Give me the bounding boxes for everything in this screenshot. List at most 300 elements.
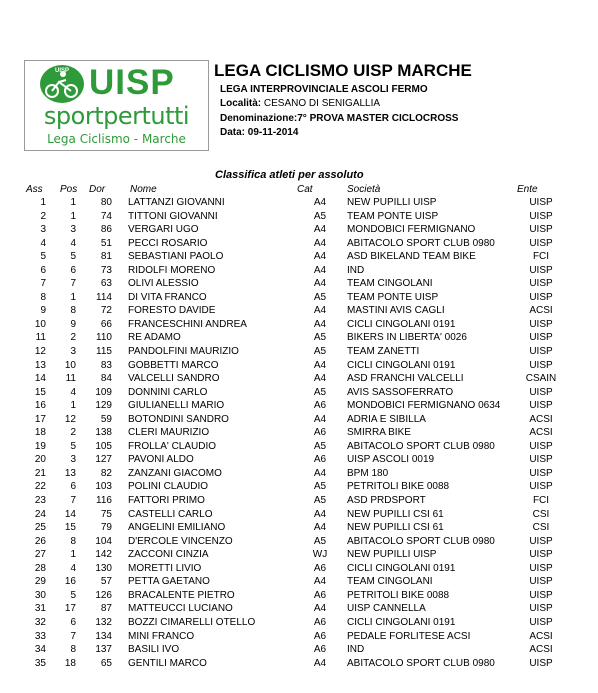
cell-pos: 6	[70, 481, 76, 493]
table-row	[0, 602, 598, 616]
logo-brand: UISP	[89, 63, 175, 102]
cell-cat: A5	[313, 440, 327, 452]
col-header-cat: Cat	[297, 184, 313, 195]
cell-ente: CSI	[532, 522, 550, 534]
col-header-societa: Società	[347, 184, 381, 195]
cell-ass: 32	[34, 616, 46, 628]
cell-ente: UISP	[529, 278, 553, 290]
cell-dor: 86	[100, 224, 112, 236]
cell-ente: UISP	[529, 562, 553, 574]
cell-cat: A4	[313, 305, 327, 317]
cell-nome: BOTONDINI SANDRO	[128, 413, 229, 425]
cell-cat: A4	[313, 318, 327, 330]
cell-pos: 3	[70, 346, 76, 358]
table-row	[0, 291, 598, 305]
cell-cat: A4	[313, 197, 327, 208]
cell-ente: UISP	[529, 481, 553, 493]
table-row	[0, 508, 598, 522]
cell-soc: NEW PUPILLI CSI 61	[347, 508, 444, 520]
cell-pos: 1	[70, 210, 76, 222]
cell-soc: MASTINI AVIS CAGLI	[347, 305, 445, 317]
location-line	[220, 98, 380, 110]
cell-cat: A4	[313, 224, 327, 236]
cell-ente: UISP	[529, 589, 553, 601]
cell-ente: UISP	[529, 237, 553, 249]
cell-cat: A6	[313, 616, 327, 628]
table-row	[0, 575, 598, 589]
table-row	[0, 304, 598, 318]
cell-ass: 27	[34, 549, 46, 561]
cell-ass: 7	[40, 278, 46, 290]
cell-dor: 63	[100, 278, 112, 290]
cell-soc: MONDOBICI FERMIGNANO	[347, 224, 476, 236]
cell-nome: CLERI MAURIZIO	[128, 427, 210, 439]
cell-ente: ACSI	[529, 427, 553, 439]
cell-pos: 1	[70, 400, 76, 412]
table-row	[0, 359, 598, 373]
cell-cat: A5	[313, 386, 327, 398]
cell-soc: UISP ASCOLI 0019	[347, 454, 435, 466]
cell-ass: 20	[34, 454, 46, 466]
cell-ente: UISP	[529, 318, 553, 330]
cell-soc: CICLI CINGOLANI 0191	[347, 318, 456, 330]
cell-nome: TITTONI GIOVANNI	[128, 210, 218, 222]
cell-dor: 127	[95, 454, 112, 466]
col-header-dor: Dor	[89, 184, 106, 195]
cell-ass: 25	[34, 522, 46, 534]
table-row	[0, 630, 598, 644]
cell-nome: MORETTI LIVIO	[128, 562, 202, 574]
cell-soc: ADRIA E SIBILLA	[347, 413, 426, 425]
cell-cat: A4	[313, 413, 327, 425]
cell-ente: ACSI	[529, 630, 553, 642]
cell-cat: A6	[313, 400, 327, 412]
cell-nome: PECCI ROSARIO	[128, 237, 208, 249]
table-row	[0, 277, 598, 291]
cell-cat: A4	[313, 373, 327, 385]
cell-cat: A4	[313, 359, 327, 371]
cell-dor: 114	[96, 291, 112, 303]
cell-soc: PETRITOLI BIKE 0088	[347, 481, 450, 493]
location-value: CESANO DI SENIGALLIA	[263, 98, 381, 109]
cell-cat: A4	[313, 522, 327, 534]
cell-dor: 87	[100, 603, 112, 615]
cell-cat: A4	[313, 508, 327, 520]
cell-cat: A4	[313, 237, 327, 249]
cell-ente: UISP	[529, 400, 553, 412]
cell-ass: 11	[35, 332, 46, 344]
cell-nome: RE ADAMO	[128, 332, 181, 344]
cell-dor: 126	[95, 589, 112, 601]
cell-pos: 10	[64, 359, 76, 371]
cell-ass: 5	[40, 251, 46, 263]
cell-dor: 110	[96, 332, 112, 344]
cell-dor: 74	[100, 210, 112, 222]
cell-cat: A5	[313, 535, 327, 547]
cell-nome: FROLLA' CLAUDIO	[128, 440, 217, 452]
cell-ente: UISP	[529, 224, 553, 236]
date-value: 09-11-2014	[247, 127, 299, 138]
cell-cat: A6	[313, 454, 327, 466]
cell-soc: UISP CANNELLA	[347, 603, 426, 615]
table-row	[0, 264, 598, 278]
table-row	[0, 480, 598, 494]
cell-cat: A6	[313, 644, 327, 656]
cell-dor: 75	[100, 508, 112, 520]
cell-cat: A4	[313, 657, 327, 669]
cell-soc: IND	[347, 644, 365, 656]
cell-pos: 6	[70, 264, 76, 276]
emblem-label: UISP	[54, 68, 70, 74]
cell-ass: 8	[40, 291, 46, 303]
cell-soc: ASD FRANCHI VALCELLI	[347, 373, 464, 385]
cell-pos: 6	[70, 616, 76, 628]
cell-dor: 82	[100, 467, 112, 479]
cell-soc: NEW PUPILLI CSI 61	[347, 522, 444, 534]
cell-pos: 1	[70, 549, 76, 561]
event-name-label: Denominazione:	[220, 113, 298, 124]
table-row	[0, 372, 598, 386]
cell-cat: A4	[313, 467, 327, 479]
cell-dor: 134	[95, 630, 112, 642]
cell-pos: 8	[70, 644, 76, 656]
cell-ass: 19	[34, 440, 46, 452]
cell-ass: 13	[34, 359, 46, 371]
table-row	[0, 453, 598, 467]
cell-soc: TEAM ZANETTI	[347, 346, 420, 358]
table-row	[0, 413, 598, 427]
cell-pos: 1	[70, 197, 76, 208]
table-row	[0, 210, 598, 224]
date-label: Data:	[220, 127, 246, 138]
cell-nome: ZACCONI CINZIA	[128, 549, 209, 561]
cell-pos: 7	[70, 495, 76, 507]
cell-dor: 80	[100, 197, 112, 208]
cell-ass: 24	[34, 508, 46, 520]
cell-dor: 72	[100, 305, 112, 317]
cell-cat: WJ	[312, 549, 328, 561]
cell-nome: D'ERCOLE VINCENZO	[128, 535, 233, 547]
cell-ente: ACSI	[529, 644, 553, 656]
table-row	[0, 386, 598, 400]
cell-pos: 8	[70, 305, 76, 317]
table-row	[0, 643, 598, 657]
cell-cat: A6	[313, 589, 327, 601]
cell-ass: 26	[34, 535, 46, 547]
cell-ass: 6	[40, 264, 46, 276]
cell-ente: UISP	[529, 346, 553, 358]
cell-ass: 18	[34, 427, 46, 439]
cell-ente: FCI	[532, 495, 550, 507]
table-row	[0, 589, 598, 603]
cell-nome: BASILI IVO	[128, 644, 180, 656]
cell-cat: A4	[313, 251, 327, 263]
date-line	[220, 127, 298, 139]
cell-pos: 5	[70, 589, 76, 601]
cell-soc: ABITACOLO SPORT CLUB 0980	[347, 657, 495, 669]
cell-cat: A5	[313, 291, 327, 303]
cell-dor: 116	[96, 495, 112, 507]
cell-dor: 105	[95, 440, 112, 452]
cell-ass: 35	[34, 657, 46, 669]
cell-soc: ABITACOLO SPORT CLUB 0980	[347, 535, 495, 547]
cell-cat: A5	[313, 346, 327, 358]
cell-ente: UISP	[529, 264, 553, 276]
cell-cat: A4	[313, 278, 327, 290]
cell-dor: 103	[95, 481, 112, 493]
table-row	[0, 345, 598, 359]
cell-ente: UISP	[529, 197, 553, 208]
cell-nome: VALCELLI SANDRO	[128, 373, 220, 385]
cell-nome: GENTILI MARCO	[128, 657, 207, 669]
cyclist-emblem-icon	[39, 64, 85, 104]
table-row	[0, 494, 598, 508]
cell-nome: PETTA GAETANO	[128, 576, 210, 588]
cell-dor: 138	[95, 427, 112, 439]
cell-nome: OLIVI ALESSIO	[128, 278, 199, 290]
cell-cat: A6	[313, 427, 327, 439]
cell-pos: 5	[70, 440, 76, 452]
cell-ass: 23	[34, 495, 46, 507]
cell-pos: 2	[70, 332, 76, 344]
cell-nome: MINI FRANCO	[128, 630, 195, 642]
cell-nome: PANDOLFINI MAURIZIO	[128, 346, 239, 358]
cell-ass: 2	[40, 210, 46, 222]
cell-dor: 142	[95, 549, 112, 561]
table-row	[0, 548, 598, 562]
cell-pos: 17	[64, 603, 76, 615]
cell-ente: UISP	[529, 332, 553, 344]
cell-pos: 12	[64, 413, 76, 425]
cell-nome: GIULIANELLI MARIO	[128, 400, 225, 412]
cell-pos: 2	[70, 427, 76, 439]
table-row	[0, 562, 598, 576]
cell-ass: 4	[40, 237, 46, 249]
cell-pos: 4	[70, 562, 76, 574]
cell-dor: 104	[95, 535, 112, 547]
cell-nome: DONNINI CARLO	[128, 386, 208, 398]
cell-soc: PETRITOLI BIKE 0088	[347, 589, 450, 601]
cell-soc: ASD BIKELAND TEAM BIKE	[347, 251, 476, 263]
logo-slogan: sportpertutti	[43, 102, 190, 130]
cell-nome: BRACALENTE PIETRO	[128, 589, 235, 601]
cell-ass: 31	[34, 603, 46, 615]
ranking-title: Classifica atleti per assoluto	[215, 169, 364, 181]
cell-ass: 1	[40, 197, 46, 208]
table-row	[0, 440, 598, 454]
cell-dor: 59	[100, 413, 112, 425]
cell-pos: 4	[70, 386, 76, 398]
cell-pos: 1	[70, 291, 76, 303]
table-row	[0, 237, 598, 251]
cell-nome: ANGELINI EMILIANO	[128, 522, 226, 534]
cell-ass: 14	[34, 373, 46, 385]
cell-ass: 10	[34, 318, 46, 330]
league-line: LEGA INTERPROVINCIALE ASCOLI FERMO	[220, 84, 428, 95]
cell-soc: ABITACOLO SPORT CLUB 0980	[347, 237, 495, 249]
cell-nome: RIDOLFI MORENO	[128, 264, 216, 276]
cell-dor: 129	[95, 400, 112, 412]
table-row	[0, 521, 598, 535]
cell-nome: DI VITA FRANCO	[128, 291, 207, 303]
cell-ass: 16	[34, 400, 46, 412]
table-row	[0, 467, 598, 481]
logo-subtitle: Lega Ciclismo - Marche	[47, 132, 186, 146]
cell-nome: FORESTO DAVIDE	[128, 305, 216, 317]
cell-pos: 7	[70, 278, 76, 290]
cell-soc: CICLI CINGOLANI 0191	[347, 562, 456, 574]
cell-ass: 29	[34, 576, 46, 588]
cell-ente: UISP	[529, 657, 553, 669]
cell-pos: 11	[65, 373, 76, 385]
table-row	[0, 196, 598, 210]
cell-nome: LATTANZI GIOVANNI	[128, 197, 225, 208]
cell-dor: 51	[100, 237, 112, 249]
cell-nome: FATTORI PRIMO	[128, 495, 205, 507]
cell-ente: ACSI	[529, 413, 553, 425]
cell-ente: UISP	[529, 603, 553, 615]
cell-pos: 4	[70, 237, 76, 249]
cell-cat: A5	[313, 210, 327, 222]
cell-ente: UISP	[529, 576, 553, 588]
table-row	[0, 426, 598, 440]
cell-ass: 22	[34, 481, 46, 493]
cell-soc: BPM 180	[347, 467, 389, 479]
cell-dor: 57	[100, 576, 112, 588]
cell-nome: FRANCESCHINI ANDREA	[128, 318, 247, 330]
cell-cat: A4	[313, 576, 327, 588]
col-header-nome: Nome	[130, 184, 157, 195]
cell-soc: PEDALE FORLITESE ACSI	[347, 630, 471, 642]
cell-cat: A6	[313, 562, 327, 574]
cell-ass: 3	[40, 224, 46, 236]
cell-ente: UISP	[529, 467, 553, 479]
cell-cat: A6	[313, 630, 327, 642]
cell-ass: 33	[34, 630, 46, 642]
cell-dor: 132	[95, 616, 112, 628]
cell-nome: PAVONI ALDO	[128, 454, 194, 466]
cell-ass: 9	[40, 305, 46, 317]
cell-pos: 7	[70, 630, 76, 642]
cell-soc: CICLI CINGOLANI 0191	[347, 616, 456, 628]
cell-ente: UISP	[529, 549, 553, 561]
cell-dor: 115	[96, 346, 112, 358]
cell-dor: 130	[95, 562, 112, 574]
cell-soc: BIKERS IN LIBERTA' 0026	[347, 332, 467, 344]
col-header-ente: Ente	[517, 184, 538, 195]
cell-dor: 79	[100, 522, 112, 534]
table-row	[0, 399, 598, 413]
cell-soc: MONDOBICI FERMIGNANO 0634	[347, 400, 501, 412]
cell-soc: IND	[347, 264, 365, 276]
cell-ente: UISP	[529, 440, 553, 452]
cell-pos: 13	[64, 467, 76, 479]
cell-pos: 9	[70, 318, 76, 330]
cell-nome: SEBASTIANI PAOLO	[128, 251, 224, 263]
table-row	[0, 616, 598, 630]
cell-nome: BOZZI CIMARELLI OTELLO	[128, 616, 256, 628]
table-row	[0, 223, 598, 237]
cell-ente: ACSI	[529, 305, 553, 317]
cell-cat: A4	[313, 264, 327, 276]
table-row	[0, 657, 598, 671]
cell-cat: A5	[313, 495, 327, 507]
cell-ente: UISP	[529, 386, 553, 398]
cell-ente: UISP	[529, 291, 553, 303]
cell-nome: ZANZANI GIACOMO	[128, 467, 222, 479]
cell-ass: 15	[34, 386, 46, 398]
cell-ente: CSAIN	[525, 373, 557, 385]
cell-cat: A4	[313, 603, 327, 615]
cell-soc: CICLI CINGOLANI 0191	[347, 359, 456, 371]
location-label: Località:	[220, 98, 262, 109]
cell-nome: MATTEUCCI LUCIANO	[128, 603, 233, 615]
event-name-value: 7° PROVA MASTER CICLOCROSS	[297, 113, 459, 124]
cell-ente: UISP	[529, 359, 553, 371]
cell-ass: 30	[34, 589, 46, 601]
cell-dor: 73	[100, 264, 112, 276]
cell-soc: ASD PRDSPORT	[347, 495, 426, 507]
cell-pos: 5	[70, 251, 76, 263]
cell-soc: TEAM CINGOLANI	[347, 278, 433, 290]
table-row	[0, 250, 598, 264]
table-row	[0, 535, 598, 549]
cell-ass: 34	[34, 644, 46, 656]
cell-nome: VERGARI UGO	[128, 224, 199, 236]
cell-dor: 81	[100, 251, 112, 263]
cell-nome: GOBBETTI MARCO	[128, 359, 219, 371]
cell-pos: 14	[64, 508, 76, 520]
cell-ente: CSI	[532, 508, 550, 520]
col-header-ass: Ass	[26, 184, 43, 195]
document-title: LEGA CICLISMO UISP MARCHE	[214, 61, 472, 80]
cell-soc: TEAM PONTE UISP	[347, 291, 439, 303]
table-row	[0, 318, 598, 332]
cell-ente: UISP	[529, 535, 553, 547]
cell-soc: ABITACOLO SPORT CLUB 0980	[347, 440, 495, 452]
uisp-logo	[24, 60, 209, 151]
cell-cat: A5	[313, 332, 327, 344]
cell-nome: POLINI CLAUDIO	[128, 481, 209, 493]
event-name-line	[220, 113, 458, 125]
cell-cat: A5	[313, 481, 327, 493]
cell-ass: 12	[34, 346, 46, 358]
cell-dor: 83	[100, 359, 112, 371]
cell-soc: NEW PUPILLI UISP	[347, 197, 437, 208]
cell-dor: 65	[100, 657, 112, 669]
cell-ente: UISP	[529, 454, 553, 466]
results-table	[0, 196, 598, 670]
cell-pos: 18	[64, 657, 76, 669]
col-header-pos: Pos	[60, 184, 78, 195]
cell-ass: 28	[34, 562, 46, 574]
cell-dor: 109	[95, 386, 112, 398]
cell-soc: AVIS SASSOFERRATO	[347, 386, 454, 398]
cell-ente: FCI	[532, 251, 550, 263]
cell-pos: 3	[70, 224, 76, 236]
table-row	[0, 331, 598, 345]
cell-ass: 21	[34, 467, 46, 479]
cell-ente: UISP	[529, 616, 553, 628]
cell-soc: TEAM CINGOLANI	[347, 576, 433, 588]
cell-pos: 15	[64, 522, 76, 534]
cell-dor: 66	[100, 318, 112, 330]
cell-nome: CASTELLI CARLO	[128, 508, 213, 520]
cell-ente: UISP	[529, 210, 553, 222]
cell-soc: TEAM PONTE UISP	[347, 210, 439, 222]
cell-ass: 17	[34, 413, 46, 425]
cell-dor: 84	[100, 373, 112, 385]
